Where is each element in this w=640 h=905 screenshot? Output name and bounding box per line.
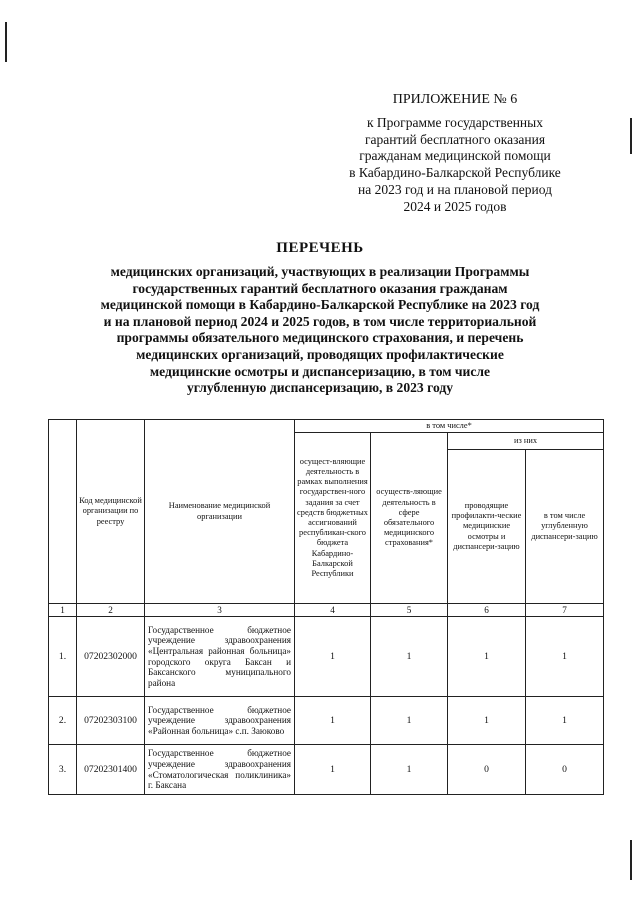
subtitle-line: медицинские осмотры и диспансеризацию, в том числе	[149, 363, 491, 379]
appendix-line: к Программе государственных	[367, 114, 543, 130]
row-org-name: Государственное бюджетное учреждение здравоохранения «Стоматологическая поликлиника» г. Баксана	[145, 745, 295, 795]
appendix-line: 2024 и 2025 годов	[403, 198, 507, 214]
row-col5: 1	[371, 697, 448, 745]
subtitle-line: государственных гарантий бесплатного оказания гражданам	[132, 280, 508, 296]
row-col5: 1	[371, 617, 448, 697]
subtitle-line: медицинских организаций, участвующих в реализации Программы	[110, 264, 530, 279]
subtitle-line: медицинских организаций, проводящих профилактические	[136, 346, 504, 362]
appendix-line: на 2023 год и на плановой период	[358, 181, 552, 197]
column-number: 2	[77, 604, 145, 617]
column-number: 7	[526, 604, 604, 617]
column-number: 5	[371, 604, 448, 617]
column-number: 4	[295, 604, 371, 617]
scan-edge-mark	[630, 840, 632, 880]
table-row	[49, 617, 604, 697]
header-col6: проводящие профилакти-ческие медицинские осмотры и диспансери-зацию	[448, 450, 526, 604]
document-title: ПЕРЕЧЕНЬ	[276, 240, 364, 256]
appendix-line: в Кабардино-Балкарской Республике	[349, 165, 561, 181]
row-col7: 1	[526, 697, 604, 745]
table-row	[49, 745, 604, 795]
column-number: 1	[49, 604, 77, 617]
row-code: 07202301400	[77, 745, 145, 795]
row-col6: 0	[448, 745, 526, 795]
header-col7: в том числе углубленную диспансери-зацию	[526, 450, 604, 604]
row-col5: 1	[371, 745, 448, 795]
row-code: 07202303100	[77, 697, 145, 745]
subtitle-line: программы обязательного медицинского страхования, и перечень	[116, 330, 524, 346]
document-subtitle	[40, 264, 600, 397]
header-of-them: из них	[448, 433, 604, 450]
organizations-table	[48, 419, 604, 795]
row-col4: 1	[295, 745, 371, 795]
header-including: в том числе*	[295, 420, 604, 433]
row-col6: 1	[448, 617, 526, 697]
column-number-row	[49, 604, 604, 617]
row-col4: 1	[295, 697, 371, 745]
scan-edge-mark	[630, 118, 632, 154]
row-number: 1.	[49, 617, 77, 697]
subtitle-line: и на плановой период 2024 и 2025 годов, в том числе территориальной	[103, 313, 537, 329]
row-col6: 1	[448, 697, 526, 745]
subtitle-line: углубленную диспансеризацию, в 2023 году	[186, 380, 454, 396]
row-number: 3.	[49, 745, 77, 795]
appendix-line: гражданам медицинской помощи	[359, 148, 551, 164]
appendix-number: ПРИЛОЖЕНИЕ № 6	[392, 92, 518, 107]
column-number: 6	[448, 604, 526, 617]
appendix-header	[300, 92, 610, 216]
row-org-name: Государственное бюджетное учреждение здравоохранения «Центральная районная больница» городского округа Баксан и Баксанского муниципального района	[145, 617, 295, 697]
table-row	[49, 697, 604, 745]
row-col4: 1	[295, 617, 371, 697]
header-col5: осуществ-ляющие деятельность в сфере обязательного медицинского страхования*	[371, 433, 448, 604]
row-org-name: Государственное бюджетное учреждение здравоохранения «Районная больница» с.п. Заюково	[145, 697, 295, 745]
header-col4: осущест-вляющие деятельность в рамках выполнения государствен-ного задания за счет средств бюджетных ассигнований республикан-ского бюджета Кабардино-Балкарской Республики	[295, 433, 371, 604]
column-number: 3	[145, 604, 295, 617]
appendix-line: гарантий бесплатного оказания	[364, 131, 546, 147]
header-name: Наименование медицинской организации	[145, 420, 295, 604]
row-col7: 0	[526, 745, 604, 795]
subtitle-line: медицинской помощи в Кабардино-Балкарской Республике на 2023 год	[100, 297, 540, 313]
header-code: Код медицинской организации по реестру	[77, 420, 145, 604]
scan-edge-mark	[5, 22, 7, 62]
row-code: 07202302000	[77, 617, 145, 697]
header-number	[49, 420, 77, 604]
row-number: 2.	[49, 697, 77, 745]
row-col7: 1	[526, 617, 604, 697]
